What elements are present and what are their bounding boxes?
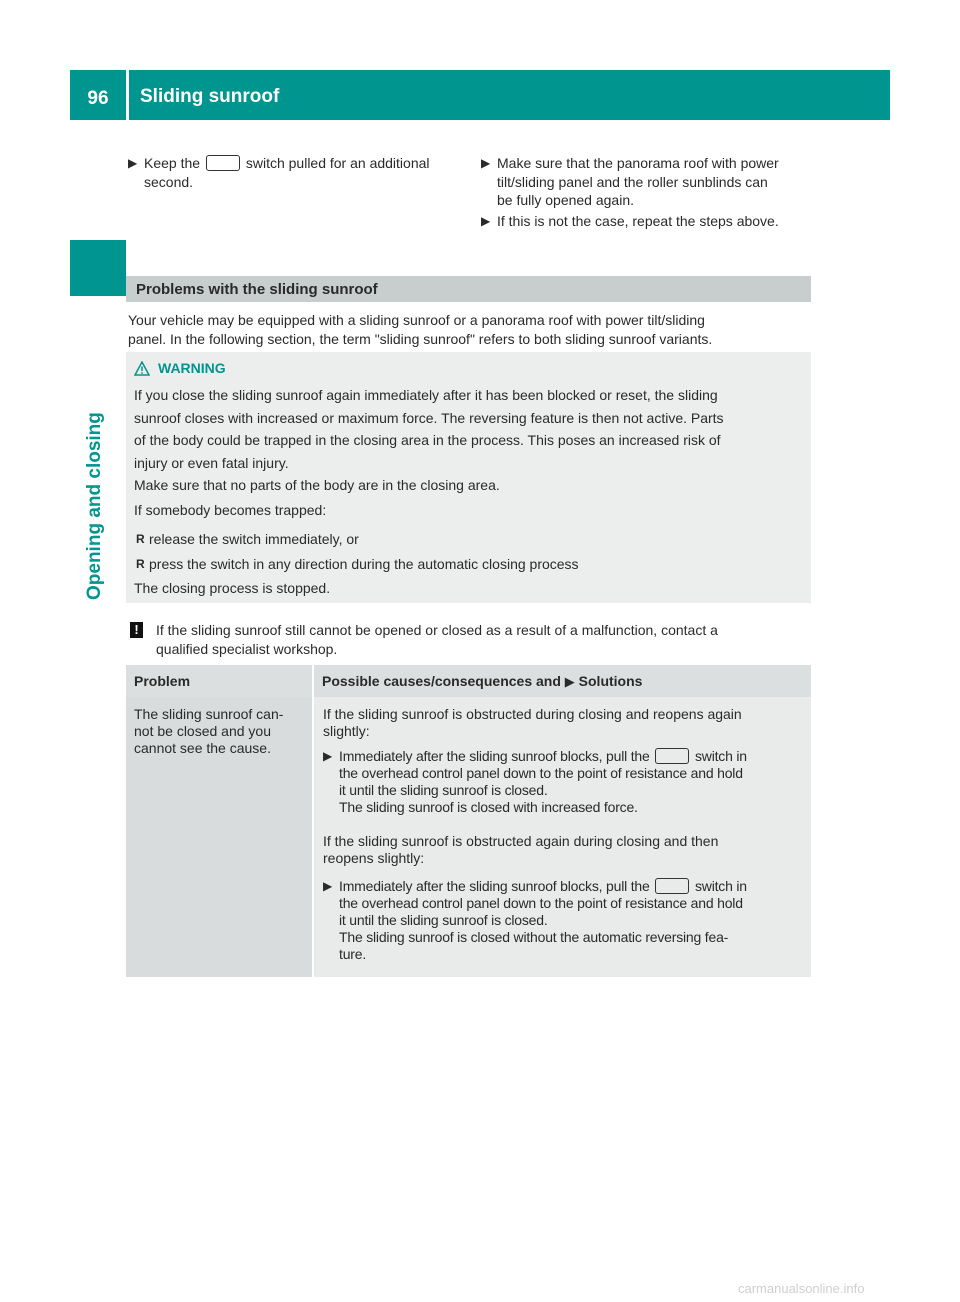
sunroof-switch-icon <box>206 155 240 171</box>
list-item: R press the switch in any direction during the automatic closing process <box>136 556 579 572</box>
step-arrow-icon: ▶ <box>481 214 491 228</box>
step-keep-switch: ▶ Keep the switch pulled for an additional second. <box>128 155 430 190</box>
exclamation-icon: ! <box>130 622 143 638</box>
warning-heading: WARNING <box>134 360 226 376</box>
step-arrow-icon: ▶ <box>128 156 138 170</box>
table-cell-problem: The sliding sunroof can- not be closed and you cannot see the cause. <box>126 697 312 977</box>
step-arrow-icon: ▶ <box>323 749 333 763</box>
warning-body: If you close the sliding sunroof again immediately after it has been blocked or reset, the sliding sunroof closes with increased or maximum force. The reversing feature is then not active. Parts of the body could be trapped in the closing area in the process. This poses an increased risk of injury or even fatal injury. <box>134 387 724 471</box>
page-title: Sliding sunroof <box>140 86 280 107</box>
section-intro: Your vehicle may be equipped with a sliding sunroof or a panorama roof with power tilt/sliding panel. In the following section, the term "sliding sunroof" refers to both sliding sunroof variants. <box>128 312 713 347</box>
solution-step-2: ▶ Immediately after the sliding sunroof blocks, pull the switch in the overhead control panel down to the point of resistance and hold it until the sliding sunroof is closed. The sliding sunroof is closed without the automatic reversing fea- ture. <box>323 878 747 962</box>
warning-make-sure: Make sure that no parts of the body are in the closing area. <box>134 477 500 493</box>
step-make-sure: ▶ Make sure that the panorama roof with power tilt/sliding panel and the roller sunblinds can be fully opened again. <box>481 155 779 208</box>
header-divider <box>126 70 129 120</box>
bullet-icon: R <box>136 557 145 571</box>
bullet-icon: R <box>136 532 145 546</box>
step-arrow-icon: ▶ <box>323 879 333 893</box>
table-header-solutions: Possible causes/consequences and ▶ Solutions <box>314 665 811 697</box>
step-arrow-icon: ▶ <box>481 156 491 170</box>
solution-step-1: ▶ Immediately after the sliding sunroof blocks, pull the switch in the overhead control panel down to the point of resistance and hold it until the sliding sunroof is closed. The sliding sunroof is closed with increased force. <box>323 748 747 815</box>
table-header-problem: Problem <box>126 665 312 697</box>
side-chapter-label: Opening and closing <box>84 412 105 600</box>
footer-watermark[interactable]: carmanualsonline.info <box>738 1281 865 1296</box>
section-heading: Problems with the sliding sunroof <box>126 276 811 302</box>
warning-if-trapped: If somebody becomes trapped: <box>134 502 327 518</box>
side-tab-block <box>70 240 126 296</box>
list-item: R release the switch immediately, or <box>136 531 359 547</box>
step-repeat: ▶ If this is not the case, repeat the steps above. <box>481 213 779 229</box>
solution-arrow-icon: ▶ <box>564 674 575 689</box>
warning-stopped: The closing process is stopped. <box>134 580 331 596</box>
warning-triangle-icon <box>134 361 150 376</box>
solution-para-2: If the sliding sunroof is obstructed again during closing and then reopens slightly: <box>323 833 719 866</box>
solution-para-1: If the sliding sunroof is obstructed during closing and reopens again slightly: <box>323 706 742 739</box>
note-malfunction: ! If the sliding sunroof still cannot be opened or closed as a result of a malfunction, contact a qualified specialist workshop. <box>130 621 810 658</box>
page-number: 96 <box>87 88 109 109</box>
sunroof-switch-icon <box>655 748 689 764</box>
sunroof-switch-icon <box>655 878 689 894</box>
